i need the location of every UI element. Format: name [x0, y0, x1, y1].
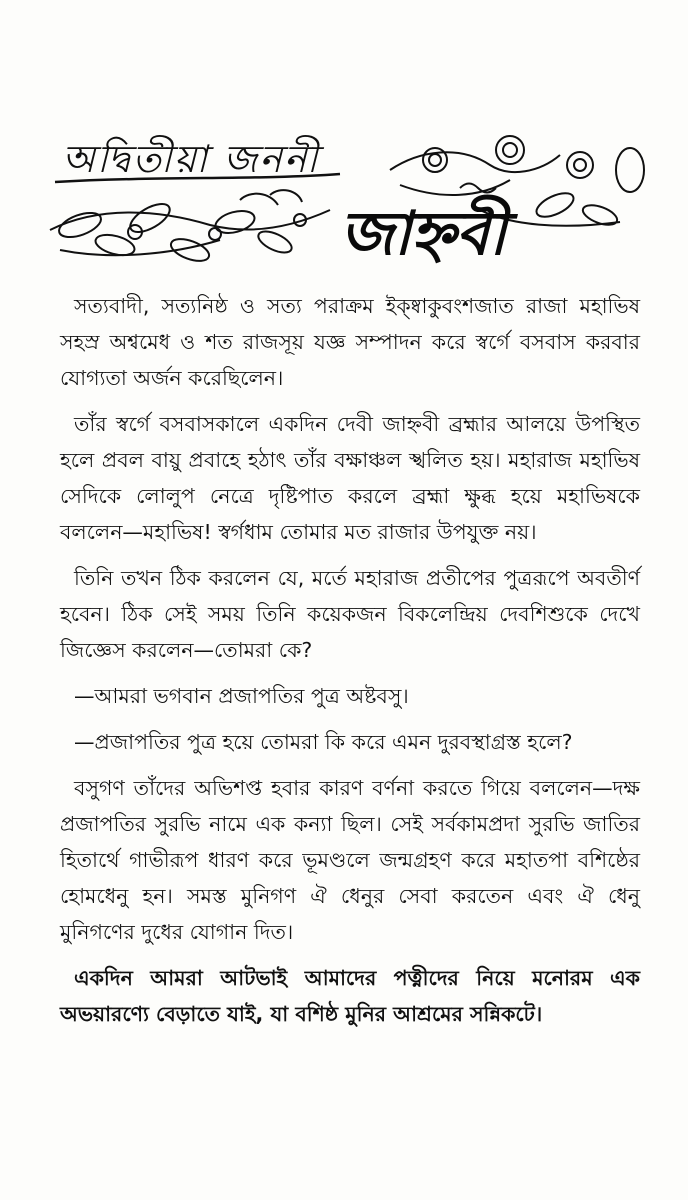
paragraph: বসুগণ তাঁদের অভিশপ্ত হবার কারণ বর্ণনা করতে গিয়ে বললেন—দক্ষ প্রজাপতির সুরভি নামে এক কন্যা ছিল। সেই সর্বকামপ্রদা সুরভি জাতির হিতার্থে গাভীরূপ ধারণ করে ভূমণ্ডলে জন্মগ্রহণ করে মহাতপা বশিষ্ঠের হোমধেনু হন। সমস্ত মুনিগণ ঐ ধেনুর সেবা করতেন এবং ঐ ধেনু মুনিগণের দুধের যোগান দিত।	[60, 776, 640, 944]
paragraph: সত্যবাদী, সত্যনিষ্ঠ ও সত্য পরাক্রম ইক্ষ্বাকুবংশজাত রাজা মহাভিষ সহস্র অশ্বমেধ ও শত রাজসূয় যজ্ঞ সম্পাদন করে স্বর্গে বসবাস করবার যোগ্যতা অর্জন করেছিলেন।	[60, 294, 640, 390]
body-text	[60, 288, 640, 1042]
title-header	[40, 110, 650, 280]
title-line-2: জাহ্নবী	[340, 199, 507, 269]
paragraph: তিনি তখন ঠিক করলেন যে, মর্তে মহারাজ প্রতীপের পুত্ররূপে অবতীর্ণ হবেন। ঠিক সেই সময় তিনি কয়েকজন বিকলেন্দ্রিয় দেবশিশুকে দেখে জিজ্ঞেস করলেন—তোমরা কে?	[60, 566, 640, 662]
title-line-1: অদ্বিতীয়া জননী	[62, 137, 320, 181]
paragraph: —প্রজাপতির পুত্র হয়ে তোমরা কি করে এমন দুরবস্থাগ্রস্ত হলে?	[74, 730, 573, 754]
paragraph: —আমরা ভগবান প্রজাপতির পুত্র অষ্টবসু।	[74, 684, 409, 708]
paragraph: তাঁর স্বর্গে বসবাসকালে একদিন দেবী জাহ্নবী ব্রহ্মার আলয়ে উপস্থিত হলে প্রবল বায়ু প্রবাহে হঠাৎ তাঁর বক্ষাঞ্চল স্খলিত হয়। মহারাজ মহাভিষ সেদিকে লোলুপ নেত্রে দৃষ্টিপাত করলে ব্রহ্মা ক্ষুব্ধ হয়ে মহাভিষকে বললেন—মহাভিষ! স্বর্গধাম তোমার মত রাজার উপযুক্ত নয়।	[60, 412, 640, 544]
paragraph: একদিন আমরা আটভাই আমাদের পত্নীদের নিয়ে মনোরম এক অভয়ারণ্যে বেড়াতে যাই, যা বশিষ্ঠ মুনির আশ্রমের সন্নিকটে।	[60, 966, 640, 1026]
